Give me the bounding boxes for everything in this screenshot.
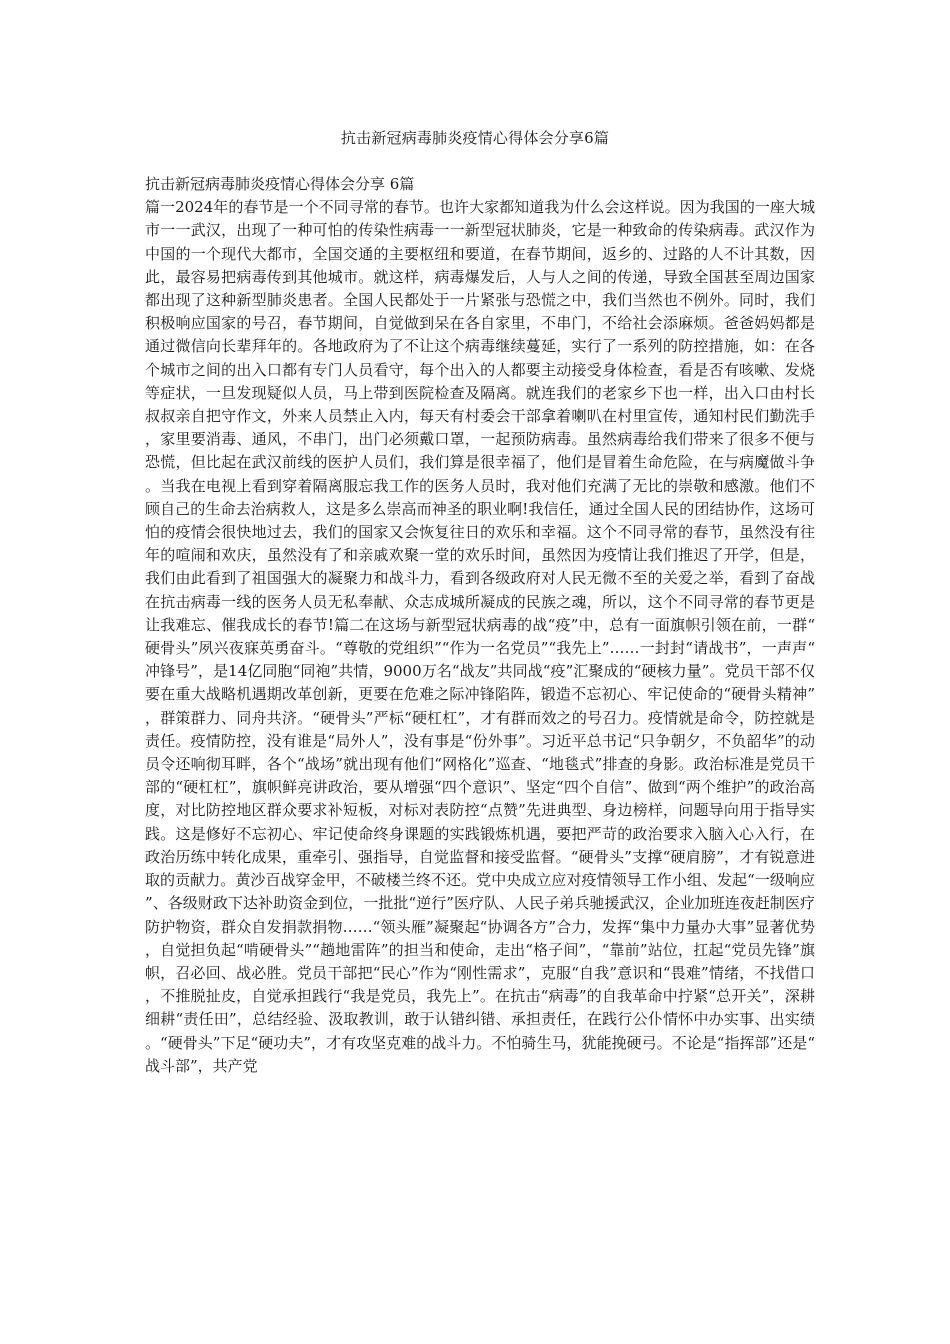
document-subtitle: 抗击新冠病毒肺炎疫情心得体会分享 6篇: [145, 175, 415, 193]
document-content: [145, 173, 815, 1078]
document-title: 抗击新冠病毒肺炎疫情心得体会分享6篇: [340, 129, 610, 147]
document-body-text: 篇一2024年的春节是一个不同寻常的春节。也许大家都知道我为什么会这样说。因为我国的一座大城市一一武汉，出现了一种可怕的传染性病毒一一新型冠状肺炎，它是一种致命的传染病毒。武汉作为中国的一个现代大都市，全国交通的主要枢纽和要道，在春节期间，返乡的、过路的人不计其数，因此，最容易把病毒传到其他城市。就这样，病毒爆发后，人与人之间的传递，导致全国甚至周边国家都出现了这种新型肺炎患者。全国人民都处于一片紧张与恐慌之中，我们当然也不例外。同时，我们积极响应国家的号召，春节期间，自觉做到呆在各自家里，不串门，不给社会添麻烦。爸爸妈妈都是通过微信向长辈拜年的。各地政府为了不让这个病毒继续蔓延，实行了一系列的防控措施，如：在各个城市之间的出入口都有专门人员看守，每个出入的人都要主动接受身体检查，看是否有咳嗽、发烧等症状，一旦发现疑似人员，马上带到医院检查及隔离。就连我们的老家乡下也一样，出入口由村长叔叔亲自把守作文，外来人员禁止入内，每天有村委会干部拿着喇叭在村里宣传，通知村民们勤洗手，家里要消毒、通风，不串门，出门必须戴口罩，一起预防病毒。虽然病毒给我们带来了很多不便与恐慌，但比起在武汉前线的医护人员们，我们算是很幸福了，他们是冒着生命危险，在与病魔做斗争。当我在电视上看到穿着隔离服忘我工作的医务人员时，我对他们充满了无比的崇敬和感激。他们不顾自己的生命去治病救人，这是多么崇高而神圣的职业啊!我信任，通过全国人民的团结协作，这场可怕的疫情会很快地过去，我们的国家又会恢复往日的欢乐和幸福。这个不同寻常的春节，虽然没有往年的喧闹和欢庆，虽然没有了和亲戚欢聚一堂的欢乐时间，虽然因为疫情让我们推迟了开学，但是，我们由此看到了祖国强大的凝聚力和战斗力，看到各级政府对人民无微不至的关爱之举，看到了奋战在抗击病毒一线的医务人员无私奉献、众志成城所凝成的民族之魂，所以，这个不同寻常的春节更是让我难忘、催我成长的春节!篇二在这场与新型冠状病毒的战“疫”中，总有一面旗帜引领在前，一群“硬骨头”夙兴夜寐英勇奋斗。“尊敬的党组织”“作为一名党员”“我先上”……一封封“请战书”，一声声“冲锋号”，是14亿同胞“同袍”共情，9000万名“战友”共同战“疫”汇聚成的“硬核力量”。党员干部不仅要在重大战略机遇期改革创新，更要在危难之际冲锋陷阵，锻造不忘初心、牢记使命的“硬骨头精神”，群策群力、同舟共济。“硬骨头”严标“硬杠杠”，才有群而效之的号召力。疫情就是命令，防控就是责任。疫情防控，没有谁是“局外人”，没有事是“份外事”。习近平总书记“只争朝夕，不负韶华”的动员令还响彻耳畔，各个“战场”就出现有他们“网格化”巡查、“地毯式”排查的身影。政治标准是党员干部的“硬杠杠”，旗帜鲜亮讲政治，要从增强“四个意识”、坚定“四个自信”、做到“两个维护”的政治高度，对比防控地区群众要求补短板，对标对表防控“点赞”先进典型、身边榜样，问题导向用于指导实践。这是修好不忘初心、牢记使命终身课题的实践锻炼机遇，要把严苛的政治要求入脑入心入行，在政治历练中转化成果，重牵引、强指导，自觉监督和接受监督。“硬骨头”支撑“硬肩膀”，才有锐意进取的贡献力。黄沙百战穿金甲，不破楼兰终不还。党中央成立应对疫情领导工作小组、发起“一级响应”、各级财政下达补助资金到位，一批批“逆行”医疗队、人民子弟兵驰援武汉，企业加班连夜赶制医疗防护物资，群众自发捐款捐物……“领头雁”凝聚起“协调各方”合力，发挥“集中力量办大事”显著优势，自觉担负起“啃硬骨头”“趟地雷阵”的担当和使命，走出“格子间”，“靠前”站位，扛起“党员先锋”旗帜，召必回、战必胜。党员干部把“民心”作为“刚性需求”，克服“自我”意识和“畏难”情绪，不找借口，不推脱扯皮，自觉承担践行“我是党员，我先上”。在抗击“病毒”的自我革命中拧紧“总开关”，深耕细耕“责任田”，总结经验、汲取教训，敢于认错纠错、承担责任，在践行公仆情怀中办实事、出实绩。“硬骨头”下足“硬功夫”，才有攻坚克难的战斗力。不怕骑生马，犹能挽硬弓。不论是“指挥部”还是“战斗部”，共产党: [145, 198, 815, 1075]
